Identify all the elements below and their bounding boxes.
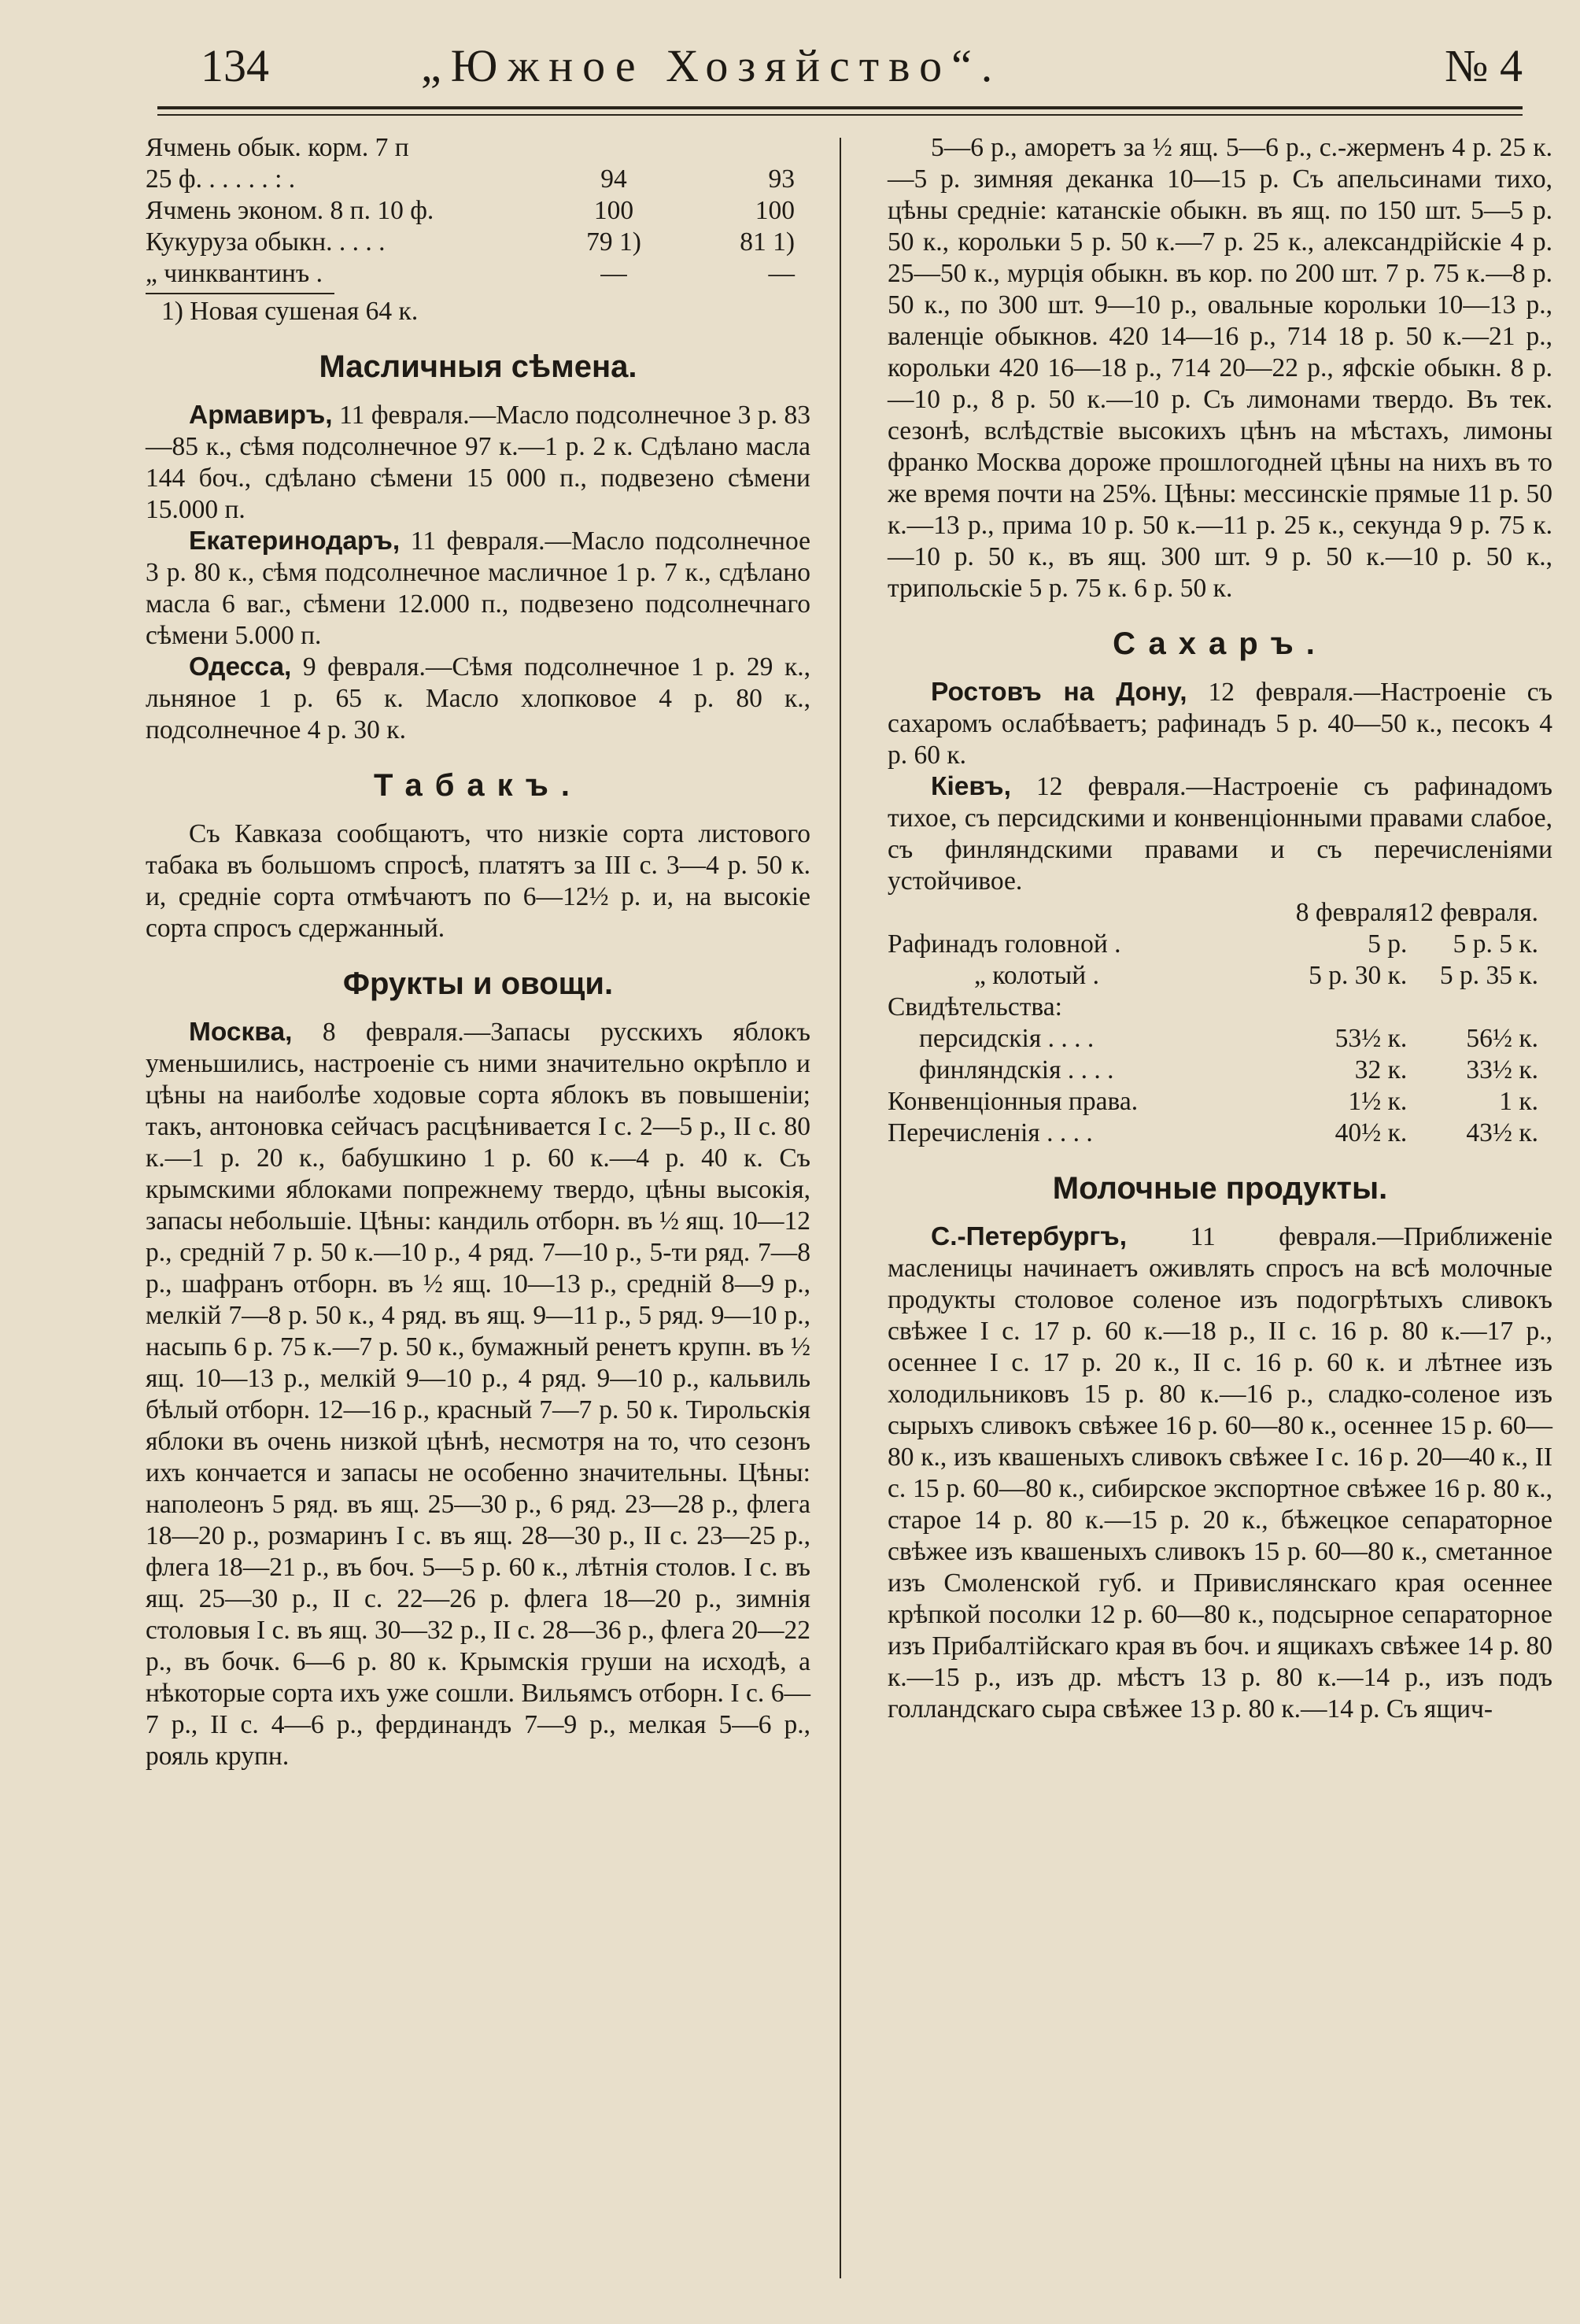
grain-cell-name: Ячмень эконом. 8 п. 10 ф. [146, 196, 434, 225]
place-name: Москва, [189, 1018, 293, 1047]
sugar-cell-name: Свидѣтельства: [888, 992, 1062, 1022]
oilseeds-text [146, 400, 810, 746]
right-column [888, 132, 1552, 1725]
oilseeds-heading: Масличныя сѣмена. [319, 349, 637, 384]
grain-cell-v1: — [600, 259, 627, 288]
dairy-text [888, 1221, 1552, 1725]
sugar-heading: Сахаръ. [1113, 626, 1327, 661]
footnote-rule [146, 293, 334, 294]
oilseeds-section [146, 348, 810, 746]
sugar-table-header [888, 897, 1552, 929]
sugar-cell-c1: 32 к. [1354, 1055, 1408, 1084]
sugar-date1: 8 февраля [1295, 898, 1408, 927]
paragraph-text: 5—6 р., аморетъ за ½ ящ. 5—6 р., с.-жерменъ 4 р. 25 к.—5 р. зимняя деканка 10—15 р. Съ апельсинами тихо, цѣны средніе: катанскіе обыкн. въ ящ. по 150 шт. 5—5 р. 50 к., корольки 5 р. 50 к.—7 р. 25 к., александрійскіе 4 р. 25—50 к., мурція обыкн. въ кор. по 200 шт. 7 р. 75 к.—8 р. 50 к., по 300 шт. 9—10 р., овальные корольки 10—13 р., валенціе обыкнов. 420 14—16 р., 714 18 р. 50 к.—21 р., корольки 420 16—18 р., 714 20—22 р., яфскіе обыкн. 8 р.—10 р., 8 р. 50 к.—10 р. Съ лимонами твердо. Въ тек. сезонѣ, вслѣдствіе высокихъ цѣнъ на мѣстахъ, лимоны франко Москва дороже прошлогодней цѣны на нихъ въ то же время почти на 25%. Цѣны: мессинскіе прямые 11 р. 50 к.—13 р., прима 10 р. 50 к.—11 р. 25 к., секунда 9 р. 75 к.—10 р. 50 к., въ ящ. 300 шт. 9 р. 50 к.—10 р. 50 к., трипольскіе 5 р. 75 к. 6 р. 50 к. [888, 133, 1552, 603]
right-top-paragraph [888, 132, 1552, 604]
place-name: Армавиръ, [189, 401, 333, 430]
grain-footnote: 1) Новая сушеная 64 к. [161, 297, 419, 326]
grain-cell-name: 25 ф. . . . . . : . [146, 164, 296, 194]
fruits-text [146, 1017, 810, 1772]
oilseeds-paragraph [146, 526, 810, 652]
sugar-cell-c2: 43½ к. [1466, 1118, 1538, 1147]
sugar-cell-c1: 40½ к. [1335, 1118, 1408, 1147]
tobacco-paragraph [146, 818, 810, 944]
sugar-cell-name: персидскія . . . . [919, 1024, 1095, 1053]
sugar-cell-c1 [1264, 992, 1407, 1023]
page-number: 134 [201, 40, 269, 91]
grain-cell-v2 [673, 132, 810, 164]
sugar-cell-c1: 5 р. [1368, 929, 1408, 959]
issue-number: № 4 [1445, 40, 1523, 91]
grain-cell-name: „ чинквантинъ . [146, 259, 323, 288]
header-rule [157, 106, 1523, 109]
sugar-cell-c2 [1407, 992, 1552, 1023]
sugar-paragraph [888, 771, 1552, 897]
sugar-cell-c2: 1 к. [1499, 1087, 1538, 1116]
sugar-cell-name: Конвенціонныя права. [888, 1087, 1139, 1116]
page-header [201, 39, 1523, 102]
grain-row [146, 195, 810, 227]
dairy-paragraph [888, 1221, 1552, 1725]
sugar-price-table [888, 897, 1552, 1149]
place-name: Кіевъ, [931, 772, 1011, 801]
header-rule-thin [157, 114, 1523, 116]
oilseeds-paragraph [146, 652, 810, 746]
grain-row [146, 258, 810, 290]
fruits-paragraph [146, 1017, 810, 1772]
sugar-row [888, 1055, 1552, 1086]
grain-cell-v1 [555, 132, 673, 164]
grain-cell-v2: 100 [755, 196, 795, 225]
oilseeds-paragraph [146, 400, 810, 526]
grain-cell-v1: 100 [593, 196, 634, 225]
grain-row [146, 164, 810, 195]
grain-cell-name: Ячмень обык. корм. 7 п [146, 133, 409, 162]
paragraph-text: 11 февраля.—Масло подсолнечное 3 р. 80 к., сѣмя подсолнечное масличное 1 р. 7 к., сдѣлано масла 6 ваг., сѣмени 12.000 п., подвезено подсолнечнаго сѣмени 5.000 п. [146, 527, 810, 650]
sugar-cell-name: финляндскія . . . . [919, 1055, 1114, 1084]
sugar-cell-c1: 5 р. 30 к. [1309, 961, 1408, 990]
sugar-row [888, 992, 1552, 1023]
place-name: Одесса, [189, 652, 292, 682]
paragraph-text: 12 февраля.—Настроеніе съ сахаромъ ослабѣваетъ; рафинадъ 5 р. 40—50 к., песокъ 4 р. 60 к. [888, 678, 1552, 770]
place-name: С.-Петербургъ, [931, 1222, 1128, 1251]
sugar-cell-c2: 5 р. 5 к. [1453, 929, 1538, 959]
sugar-cell-c1: 53½ к. [1335, 1024, 1408, 1053]
grain-cell-name: Кукуруза обыкн. . . . . [146, 227, 386, 257]
tobacco-section [146, 767, 810, 944]
left-column [146, 132, 810, 1772]
sugar-text [888, 677, 1552, 897]
column-divider [840, 138, 841, 2278]
paragraph-text: 12 февраля.—Настроеніе съ рафинадомъ тихое, съ персидскими и конвенціонными правами слабое, съ финляндскими правами и съ перечисленіями устойчивое. [888, 772, 1552, 896]
fruits-continued-text [888, 132, 1552, 604]
grain-cell-v2: 81 1) [740, 227, 795, 257]
paragraph-text: 11 февраля.—Масло подсолнечное 3 р. 83—85 к., сѣмя подсолнечное 97 к.—1 р. 2 к. Сдѣлано масла 144 боч., сдѣлано сѣмени 15 000 п., подвезено сѣмени 15.000 п. [146, 401, 810, 524]
place-name: Ростовъ на Дону, [931, 678, 1187, 707]
grain-cell-v1: 79 1) [586, 227, 641, 257]
sugar-cell-name: Перечисленія . . . . [888, 1118, 1093, 1147]
sugar-cell-c2: 33½ к. [1466, 1055, 1538, 1084]
sugar-row [888, 1023, 1552, 1055]
paragraph-text: 9 февраля.—Сѣмя подсолнечное 1 р. 29 к., льняное 1 р. 65 к. Масло хлопковое 4 р. 80 к., подсолнечное 4 р. 30 к. [146, 652, 810, 744]
grain-row [146, 132, 810, 164]
paragraph-text: 11 февраля.—Приближеніе масленицы начинаетъ оживлять спросъ на всѣ молочные продукты столовое соленое изъ подогрѣтыхъ сливокъ свѣжее I с. 17 р. 60 к.—18 р., II с. 16 р. 80 к.—17 р., осеннее I с. 17 р. 20 к., II с. 16 р. 60 к. и лѣтнее изъ холодильниковъ 15 р. 80 к.—16 р., сладко-соленое изъ сырыхъ сливокъ свѣжее 16 р. 60—80 к., осеннее 15 р. 60—80 к., изъ квашеныхъ сливокъ свѣжее I с. 16 р. 20—40 к., II с. 15 р. 60—80 к., сибирское экспортное свѣжее 16 р. 80 к., старое 14 р. 80 к.—15 р. 20 к., бѣжецкое сепараторное свѣжее изъ квашеныхъ сливокъ 15 р. 60—80 к., сметанное изъ Смоленской губ. и Привислянскаго края осеннее крѣпкой посолки 12 р. 60—80 к., подсырное сепараторное изъ Прибалтійскаго края въ боч. и ящикахъ свѣжее 14 р. 80 к.—15 р., изъ др. мѣстъ 13 р. 80 к.—14 р., изъ подъ голландскаго сыра свѣжее 13 р. 80 к.—14 р. Съ ящич- [888, 1222, 1552, 1724]
sugar-cell-name: „ колотый . [974, 961, 1099, 990]
sugar-date2: 12 февраля. [1407, 898, 1538, 927]
grain-price-table [146, 132, 810, 290]
grain-cell-v2: — [768, 259, 795, 288]
dairy-section [888, 1169, 1552, 1725]
sugar-cell-c2: 56½ к. [1466, 1024, 1538, 1053]
tobacco-heading: Табакъ. [374, 768, 582, 803]
fruits-section [146, 965, 810, 1772]
place-name: Екатеринодаръ, [189, 527, 401, 556]
fruits-heading: Фрукты и овощи. [342, 966, 614, 1001]
sugar-section [888, 625, 1552, 1149]
grain-cell-v2: 93 [768, 164, 795, 194]
sugar-row [888, 1118, 1552, 1149]
sugar-row [888, 960, 1552, 992]
sugar-cell-name: Рафинадъ головной . [888, 929, 1121, 959]
sugar-paragraph [888, 677, 1552, 771]
sugar-cell-c1: 1½ к. [1348, 1087, 1408, 1116]
sugar-row [888, 929, 1552, 960]
tobacco-text [146, 818, 810, 944]
sugar-cell-c2: 5 р. 35 к. [1439, 961, 1538, 990]
dairy-heading: Молочные продукты. [1052, 1171, 1388, 1206]
paragraph-text: Съ Кавказа сообщаютъ, что низкіе сорта листового табака въ большомъ спросѣ, платятъ за III с. 3—4 р. 50 к. и, средніе сорта отмѣчаютъ по 6—12½ р. и, на высокіе сорта спросъ сдержанный. [146, 819, 810, 943]
grain-row [146, 227, 810, 258]
publication-title: „Южное Хозяйство“. [421, 40, 1002, 91]
grain-cell-v1: 94 [600, 164, 627, 194]
paragraph-text: 8 февраля.—Запасы русскихъ яблокъ уменьшились, настроеніе съ ними значительно окрѣпло и цѣны на наиболѣе ходовые сорта яблокъ въ повышеніи; такъ, антоновка сейчасъ расцѣнивается I с. 2—5 р., II с. 80 к.—1 р. 20 к., бабушкино 1 р. 60 к.—4 р. 40 к. Съ крымскими яблоками попрежнему твердо, цѣны высокія, запасы небольшіе. Цѣны: кандиль отборн. въ ½ ящ. 10—12 р., средній 7 р. 50 к.—10 р., 4 ряд. 7—10 р., 5-ти ряд. 7—8 р., шафранъ отборн. въ ½ ящ. 10—13 р., средній 8—9 р., мелкій 7—8 р. 50 к., 4 ряд. въ ящ. 9—11 р., 5 ряд. 9—10 р., насыпь 6 р. 75 к.—7 р. 50 к., бумажный ренетъ крупн. въ ½ ящ. 10—13 р., мелкій 9—10 р., 4 ряд. 9—10 р., кальвиль бѣлый отборн. 12—16 р., красный 7—7 р. 50 к. Тирольскія яблоки въ очень низкой цѣнѣ, несмотря на то, что сезонъ ихъ кончается и запасы не особенно значительны. Цѣны: наполеонъ 5 ряд. въ ящ. 25—30 р., 6 ряд. 23—28 р., флега 18—20 р., розмаринъ I с. въ ящ. 28—30 р., II с. 23—25 р., флега 18—21 р., въ боч. 5—5 р. 60 к., лѣтнія столов. I с. въ ящ. 25—30 р., II с. 22—26 р. флега 18—20 р., зимнія столовыя I с. въ ящ. 30—32 р., II с. 28—36 р., флега 20—22 р., въ бочк. 6—6 р. 80 к. Крымскія груши на исходѣ, а нѣкоторые сорта ихъ уже сошли. Вильямсъ отборн. I с. 6—7 р., II с. 4—6 р., фердинандъ 7—9 р., мелкая 5—6 р., рояль крупн. [146, 1018, 810, 1771]
sugar-row [888, 1086, 1552, 1118]
